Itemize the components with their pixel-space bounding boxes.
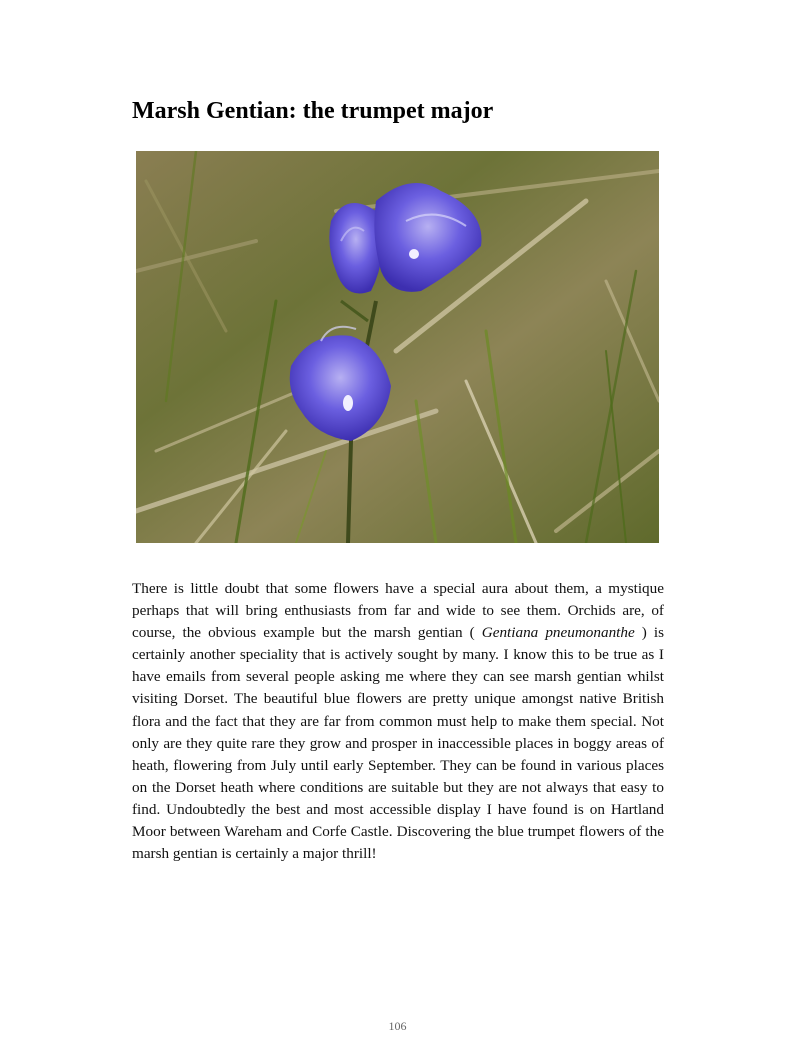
page-title: Marsh Gentian: the trumpet major bbox=[132, 98, 494, 124]
paragraph-text-end: ) is certainly another speciality that is actively sought by many. I know this to be true as I have emails from several people asking me where they can see marsh gentian whilst visiting Dorset. The beautiful blue flowers are pretty unique amongst native British flora and the fact that they are far from common must help to make them special. Not only are they quite rare they grow and prosper in inaccessible places in boggy areas of heath, flowering from July until early September. They can be found in various places on the Dorset heath where conditions are suitable but they are not always that easy to find. Undoubtedly the best and most accessible display I have found is on Hartland Moor between Wareham and Corfe Castle. Discovering the blue trumpet flowers of the marsh gentian is certainly a major thrill! bbox=[132, 624, 665, 863]
photo-illustration bbox=[136, 151, 659, 543]
species-name: Gentiana pneumonanthe bbox=[481, 624, 635, 642]
paragraph-text-start: There is little doubt that some flowers have a special aura about them, a mystique perhaps that will bring enthusiasts from far and wide to see them. Orchids are, of course, the obvious example but the marsh gentian ( bbox=[132, 580, 664, 642]
page-number: 106 bbox=[388, 1019, 407, 1033]
marsh-gentian-photo bbox=[136, 151, 659, 543]
article-paragraph bbox=[132, 578, 664, 865]
